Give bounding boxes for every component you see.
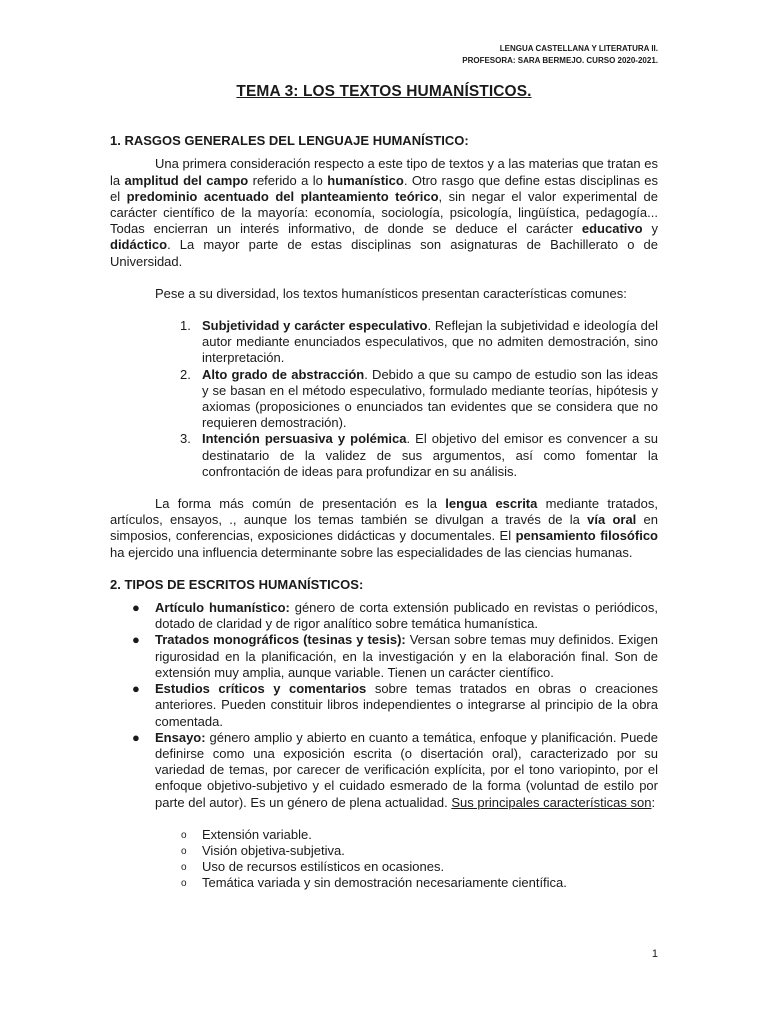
list-item: o Extensión variable. bbox=[110, 827, 658, 843]
bullet-icon: ● bbox=[132, 632, 140, 648]
list-item: ● Tratados monográficos (tesinas y tesis): Versan sobre temas muy definidos. Exigen rigurosidad en la planificación, en la investigación y en la elaboración final. Son de extensión muy amplia, aunque variable. Tienen un carácter científico. bbox=[132, 632, 658, 680]
list-item: 3. Intención persuasiva y polémica. El objetivo del emisor es convencer a su destinatario de la validez de sus argumentos, así como fomentar la confrontación de ideas para profundizar en su análisis. bbox=[180, 431, 658, 479]
characteristics-list bbox=[110, 318, 658, 480]
section-1-paragraph-2: Pese a su diversidad, los textos humanísticos presentan características comunes: bbox=[155, 285, 627, 301]
list-item: ● Estudios críticos y comentarios sobre temas tratados en obras o creaciones anteriores. Pueden constituir libros independientes o integrarse al principio de la obra comentada. bbox=[132, 681, 658, 729]
header-course: LENGUA CASTELLANA Y LITERATURA II. bbox=[499, 44, 658, 53]
circle-bullet-icon: o bbox=[181, 878, 187, 890]
section-1-paragraph-3: La forma más común de presentación es la lengua escrita mediante tratados, artículos, ensayos, ., aunque los temas también se divulgan a través de la vía oral en simposios, conferencias, exposiciones didácticas y documentales. El pensamiento filosófico ha ejercido una influencia determinante sobre las especialidades de las ciencias humanas. bbox=[110, 496, 658, 560]
list-item: ● Ensayo: género amplio y abierto en cuanto a temática, enfoque y planificación. Puede definirse como una exposición escrita (o disertación oral), caracterizado por su variedad de temas, por carecer de verificación explícita, por el tono variopinto, por el enfoque objetivo-subjetivo y el cuidado esmerado de la forma (voluntad de estilo por parte del autor). Es un género de plena actualidad. Sus principales características son: bbox=[132, 729, 658, 810]
essay-characteristics-list bbox=[110, 827, 658, 892]
section-1-paragraph-1: Una primera consideración respecto a este tipo de textos y a las materias que tratan es la amplitud del campo referido a lo humanístico. Otro rasgo que define estas disciplinas es el predominio acentuado del planteamiento teórico, sin negar el valor experimental de carácter científico de la mayoría: economía, sociología, psicología, lingüística, pedagogía... Todas encierran un interés informativo, de donde se deduce el carácter educativo y didáctico. La mayor parte de estas disciplinas son asignaturas de Bachillerato o de Universidad. bbox=[110, 156, 658, 269]
document-title: TEMA 3: LOS TEXTOS HUMANÍSTICOS. bbox=[236, 83, 532, 100]
page-header bbox=[462, 43, 658, 67]
circle-bullet-icon: o bbox=[181, 829, 187, 841]
bullet-icon: ● bbox=[132, 729, 140, 745]
list-item: ● Artículo humanístico: género de corta extensión publicado en revistas o periódicos, dotado de claridad y de rigor analítico sobre temática humanística. bbox=[132, 600, 658, 632]
list-item: o Uso de recursos estilísticos en ocasiones. bbox=[110, 859, 658, 875]
document-body bbox=[110, 84, 658, 892]
page-number: 1 bbox=[651, 948, 658, 960]
section-2-heading: 2. TIPOS DE ESCRITOS HUMANÍSTICOS: bbox=[110, 576, 364, 592]
text-types-list bbox=[110, 600, 658, 811]
list-item: 1. Subjetividad y carácter especulativo. Reflejan la subjetividad e ideología del autor mediante enunciados especulativos, que no admiten demostración, sino interpretación. bbox=[180, 318, 658, 366]
bullet-icon: ● bbox=[132, 600, 140, 616]
header-teacher: PROFESORA: SARA BERMEJO. CURSO 2020-2021. bbox=[462, 56, 658, 65]
circle-bullet-icon: o bbox=[181, 862, 187, 874]
bullet-icon: ● bbox=[132, 681, 140, 697]
list-item: o Temática variada y sin demostración necesariamente científica. bbox=[110, 875, 658, 891]
section-1-heading: 1. RASGOS GENERALES DEL LENGUAJE HUMANÍSTICO: bbox=[110, 133, 469, 149]
list-item: o Visión objetiva-subjetiva. bbox=[110, 843, 658, 859]
circle-bullet-icon: o bbox=[181, 845, 187, 857]
list-item: 2. Alto grado de abstracción. Debido a que su campo de estudio son las ideas y se basan en el método especulativo, formulado mediante teorías, hipótesis y axiomas (proposiciones o enunciados tan evidentes que se considera que no requieren demostración). bbox=[180, 366, 658, 431]
